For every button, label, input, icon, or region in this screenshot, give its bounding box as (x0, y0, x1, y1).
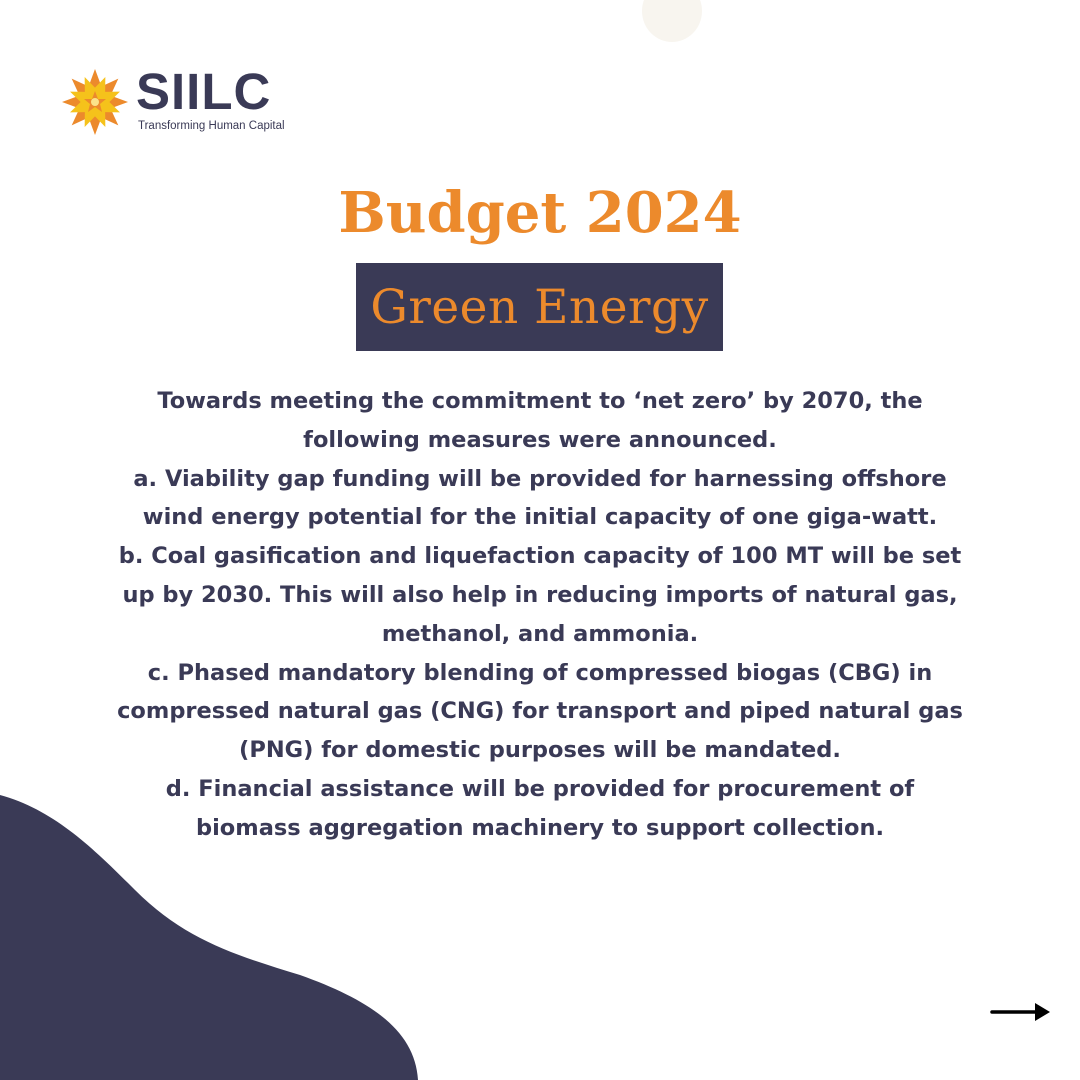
measure-c: c. Phased mandatory blending of compressed biogas (CBG) in compressed natural gas (CNG) for transport and piped natural gas (PNG) for domestic purposes will be mandated. (117, 659, 963, 764)
brand-name: SIILC (136, 63, 272, 120)
measure-d: d. Financial assistance will be provided for procurement of biomass aggregation machinery to support collection. (165, 775, 915, 841)
page-title: Budget 2024 (338, 180, 742, 246)
page-subtitle: Green Energy (370, 279, 709, 335)
arrow-right-icon[interactable] (990, 998, 1052, 1026)
subtitle-banner (356, 263, 723, 351)
measures-text (110, 382, 970, 848)
intro-paragraph: Towards meeting the commitment to ‘net zero’ by 2070, the following measures were announced. (157, 388, 923, 453)
measure-b: b. Coal gasification and liquefaction capacity of 100 MT will be set up by 2030. This will also help in reducing imports of natural gas, methanol, and ammonia. (118, 543, 962, 647)
sun-star-logo-icon (60, 68, 130, 136)
measure-a: a. Viability gap funding will be provided for harnessing offshore wind energy potential for the initial capacity of one giga-watt. (133, 465, 947, 531)
siilc-logo (60, 63, 290, 138)
brand-tagline: Transforming Human Capital (138, 120, 285, 132)
